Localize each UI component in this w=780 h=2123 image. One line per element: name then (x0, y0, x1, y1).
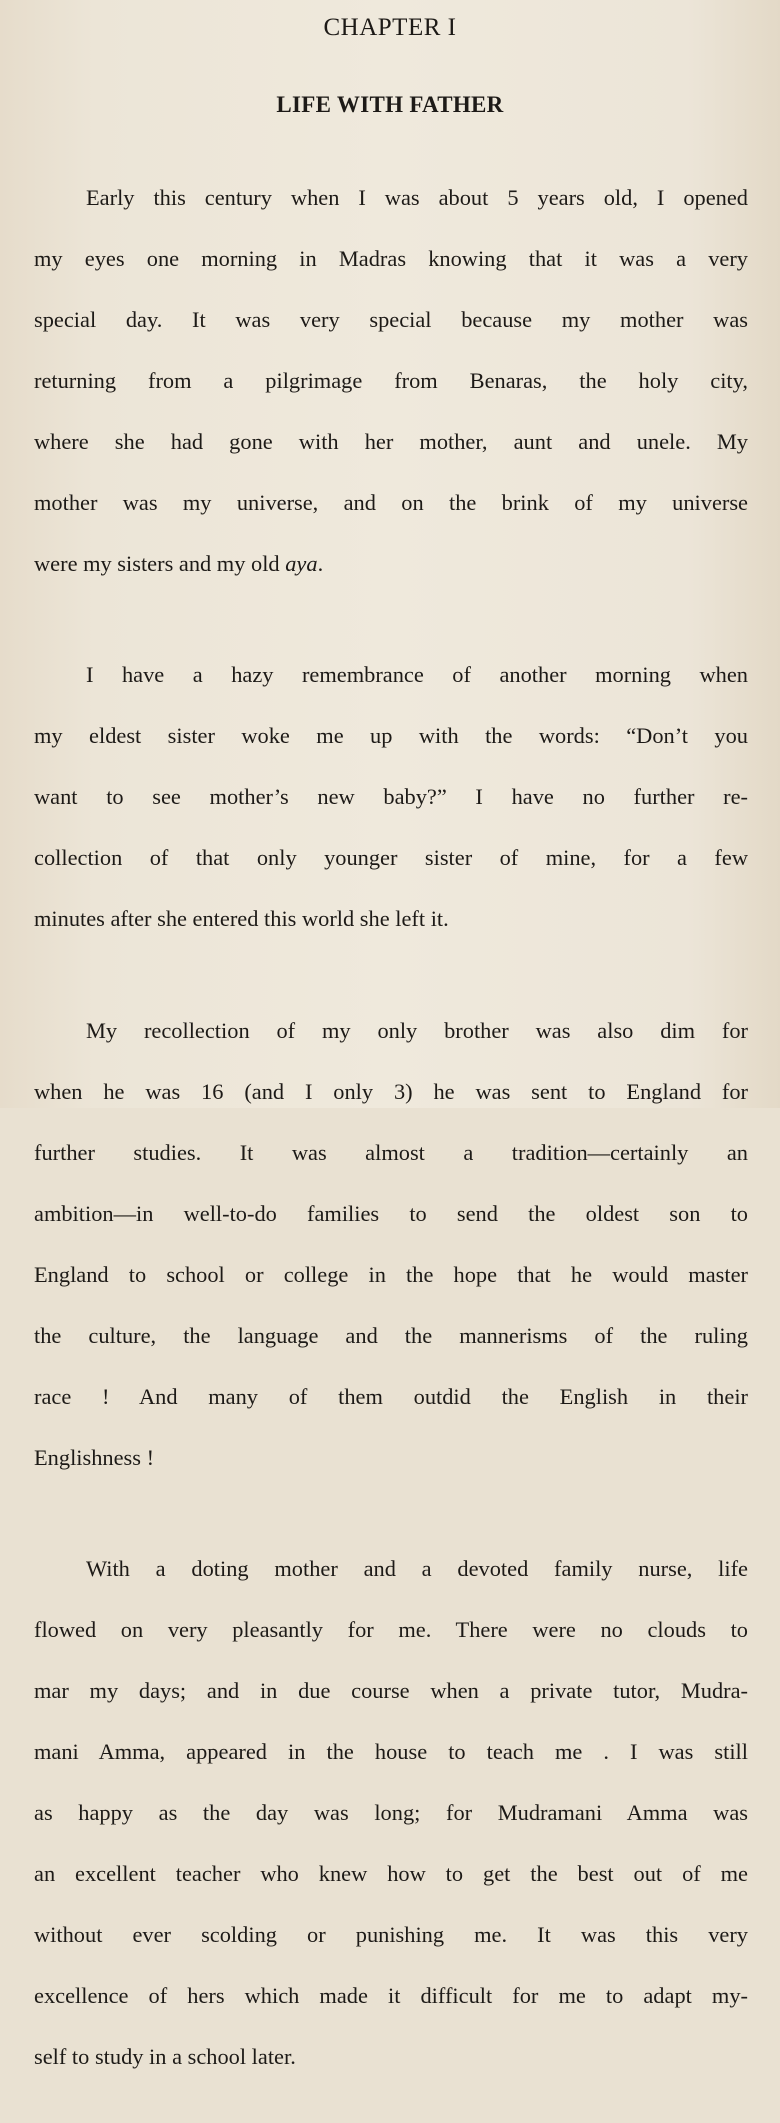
text-line: flowed on very pleasantly for me. There were no clouds to (34, 1617, 748, 1642)
text-fragment: were my sisters and my old (34, 550, 286, 576)
text-fragment: . (317, 550, 324, 576)
text-line: mother was my universe, and on the brink of my universe (34, 489, 748, 515)
italic-word: aya (285, 550, 318, 576)
text-line: mani Amma, appeared in the house to teach me . I was still (34, 1739, 748, 1764)
text-line: when he was 16 (and I only 3) he was sent to England for (34, 1078, 748, 1104)
text-line: Early this century when I was about 5 years old, I opened (86, 184, 748, 210)
text-line: Englishness ! (34, 1444, 155, 1470)
text-line: where she had gone with her mother, aunt and unele. My (34, 428, 748, 454)
chapter-number: CHAPTER I (323, 14, 457, 41)
text-line: England to school or college in the hope that he would master (34, 1261, 748, 1287)
text-line: further studies. It was almost a tradition—certainly an (34, 1139, 748, 1165)
paragraph-2 (34, 630, 748, 966)
text-line: collection of that only younger sister of mine, for a few (34, 845, 748, 870)
text-line: ambition—in well-to-do families to send the oldest son to (34, 1200, 748, 1226)
text-line: as happy as the day was long; for Mudramani Amma was (34, 1800, 748, 1825)
text-line: without ever scolding or punishing me. It was this very (34, 1922, 748, 1947)
paragraph-3 (34, 985, 748, 1504)
paragraph-1 (34, 152, 748, 610)
text-line: returning from a pilgrimage from Benaras, the holy city, (34, 367, 748, 393)
chapter-title: LIFE WITH FATHER (276, 92, 504, 117)
paragraph-4 (34, 1524, 748, 2104)
text-line: self to study in a school later. (34, 2044, 296, 2069)
text-line: mar my days; and in due course when a private tutor, Mudra- (34, 1678, 748, 1703)
text-line: I have a hazy remembrance of another morning when (86, 662, 748, 687)
text-line: My recollection of my only brother was also dim for (86, 1017, 748, 1043)
text-line: an excellent teacher who knew how to get the best out of me (34, 1861, 748, 1886)
text-line (34, 549, 748, 580)
text-line: With a doting mother and a devoted family nurse, life (86, 1556, 748, 1581)
text-line: special day. It was very special because my mother was (34, 306, 748, 332)
text-line: want to see mother’s new baby?” I have no further re- (34, 784, 748, 809)
text-line: minutes after she entered this world she left it. (34, 906, 449, 931)
text-line: the culture, the language and the mannerisms of the ruling (34, 1322, 748, 1348)
text-line: race ! And many of them outdid the English in their (34, 1383, 748, 1409)
text-line: my eyes one morning in Madras knowing that it was a very (34, 245, 748, 271)
text-line: my eldest sister woke me up with the words: “Don’t you (34, 723, 748, 748)
text-line: excellence of hers which made it difficult for me to adapt my- (34, 1983, 748, 2008)
chapter-body (34, 152, 748, 2123)
